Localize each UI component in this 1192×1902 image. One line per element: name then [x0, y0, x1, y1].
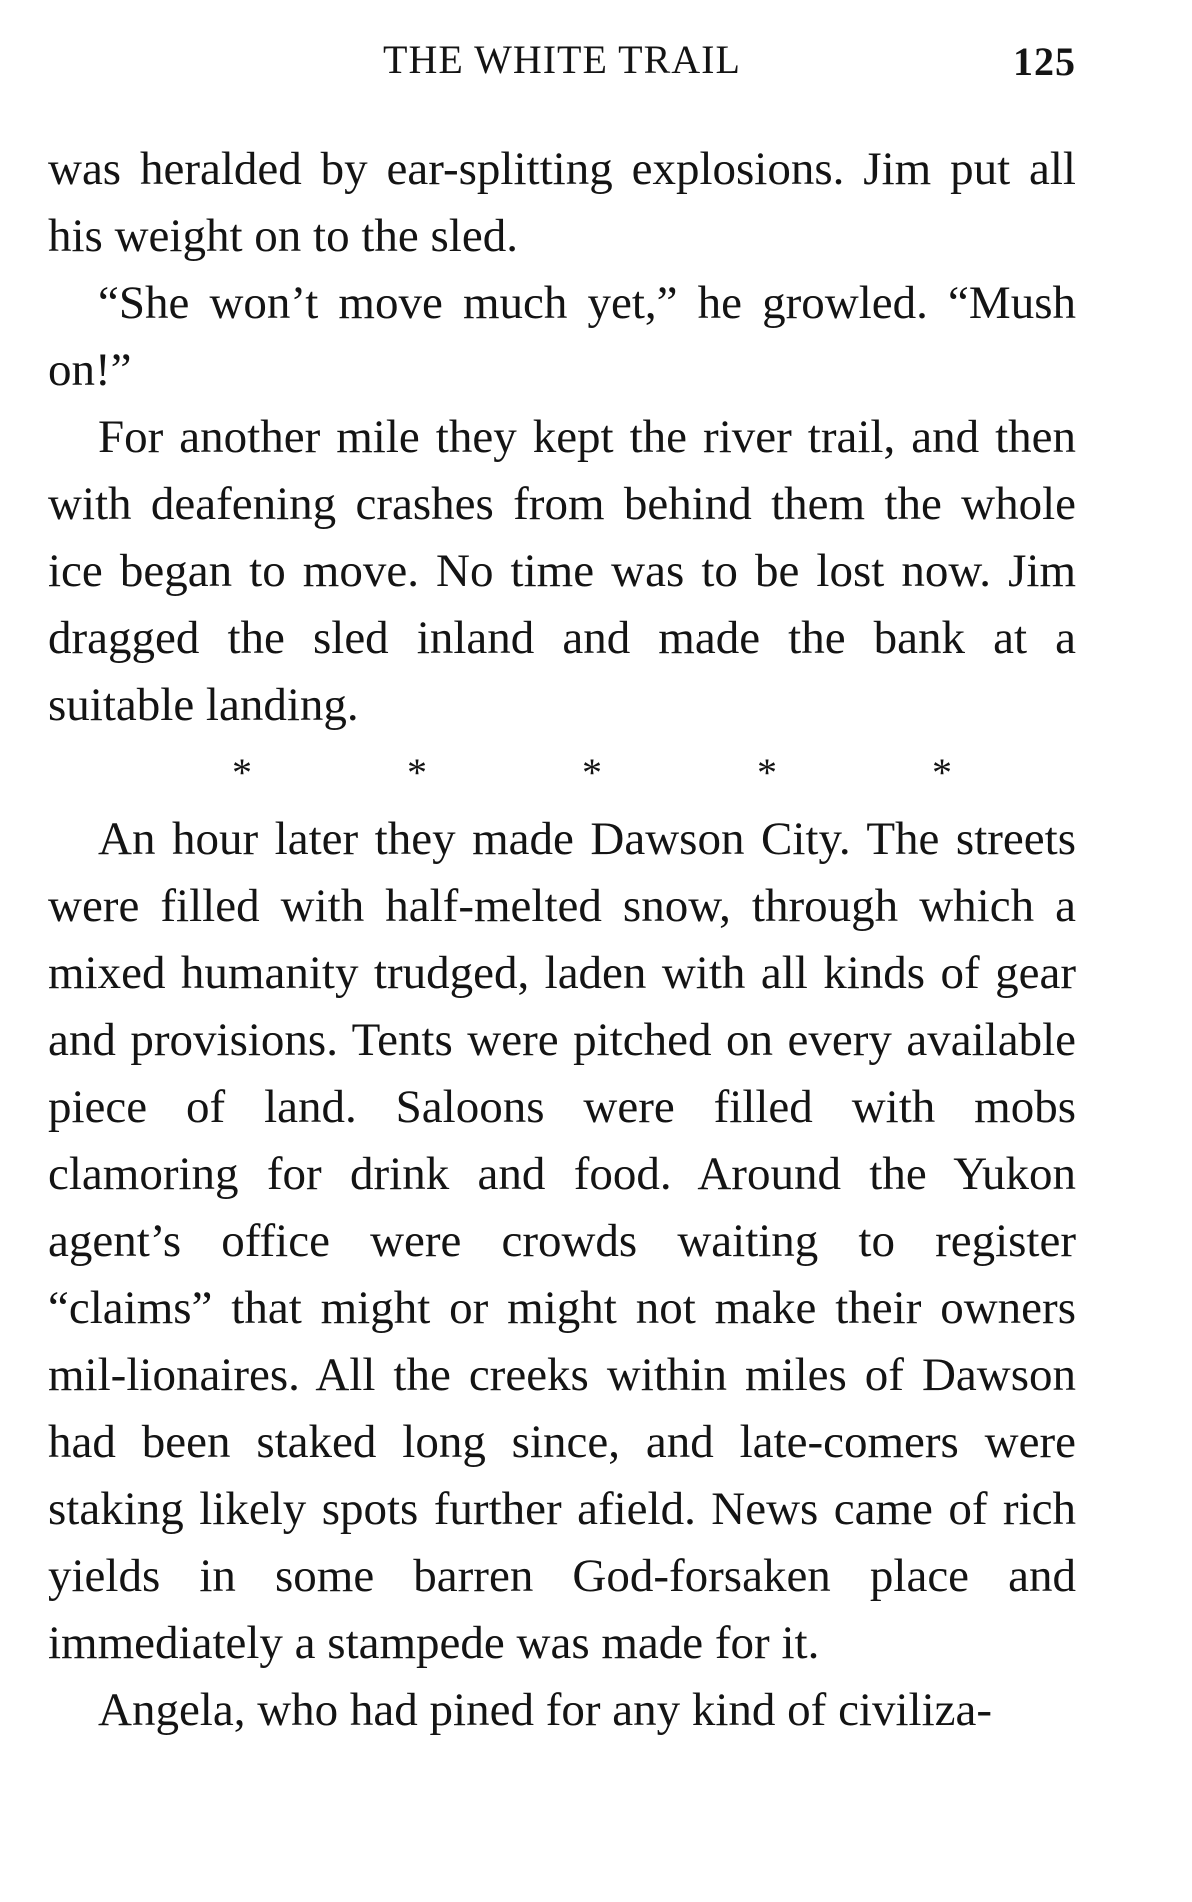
paragraph-1: was heralded by ear-splitting explosions. Jim put all his weight on to the sled.: [48, 143, 1076, 262]
paragraph-3: For another mile they kept the river trail, and then with deafening crashes from behind them the whole ice began to move. No time was to be lost now. Jim dragged the sled inland and made the bank at a suitable landing.: [48, 411, 1076, 731]
paragraph-5: Angela, who had pined for any kind of civiliza-: [98, 1684, 993, 1736]
running-title: THE WHITE TRAIL: [383, 37, 741, 82]
body-text: [48, 136, 1076, 1744]
paragraph-2: “She won’t move much yet,” he growled. “Mush on!”: [48, 277, 1076, 396]
asterisk-4: *: [757, 750, 777, 795]
page-number: 125: [1013, 39, 1076, 84]
running-head: [48, 30, 1076, 94]
asterisk-3: *: [582, 750, 602, 795]
asterisk-2: *: [407, 750, 427, 795]
book-page: [48, 30, 1076, 1880]
section-break: [172, 739, 952, 806]
asterisk-5: *: [932, 750, 952, 795]
paragraph-4: An hour later they made Dawson City. The streets were filled with half-melted snow, through which a mixed humanity trudged, laden with all kinds of gear and provisions. Tents were pitched on every available piece of land. Saloons were filled with mobs clamoring for drink and food. Around the Yukon agent’s office were crowds waiting to register “claims” that might or might not make their owners mil-lionaires. All the creeks within miles of Dawson had been staked long since, and late-comers were staking likely spots further afield. News came of rich yields in some barren God-forsaken place and immediately a stampede was made for it.: [48, 813, 1076, 1669]
asterisk-1: *: [232, 750, 252, 795]
